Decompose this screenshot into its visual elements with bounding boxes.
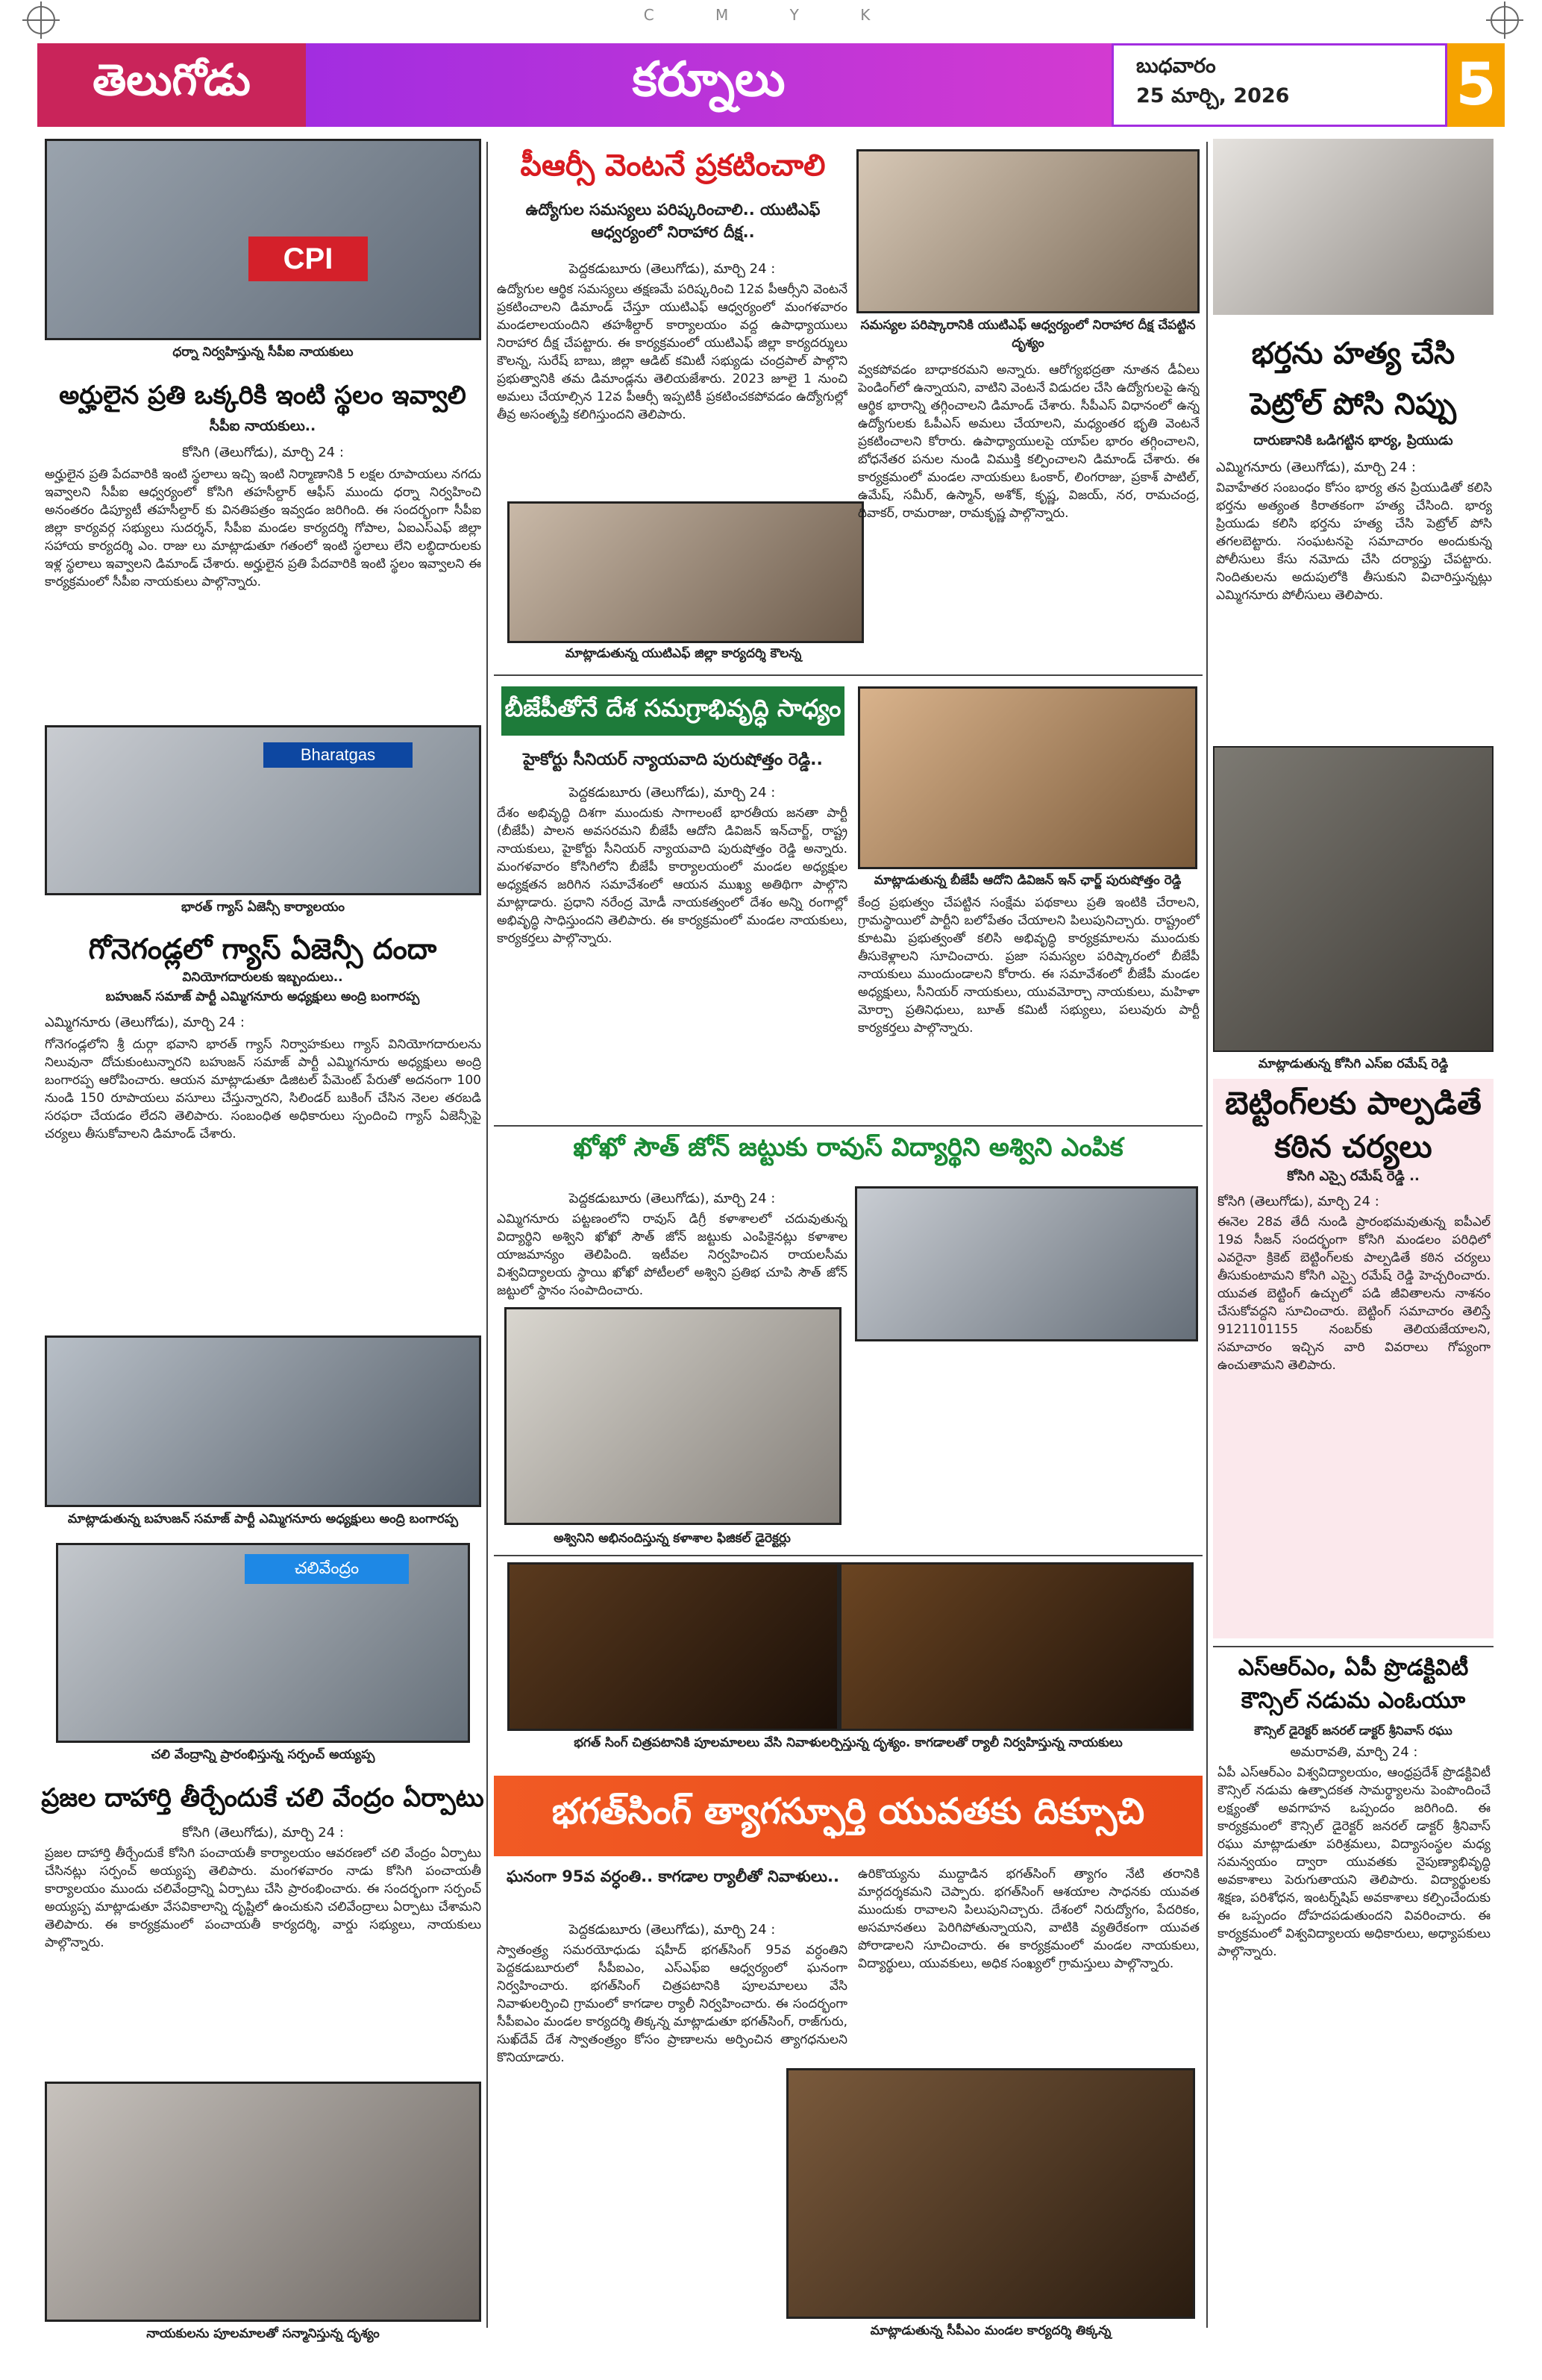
- section-divider: [1213, 1646, 1494, 1647]
- dateline: పెద్దకడుబూరు (తెలుగోడు), మార్చి 24 :: [568, 785, 776, 801]
- photo-caption: మాట్లాడుతున్న సీపీఎం మండల కార్యదర్శి తిక్కన్న: [870, 2323, 1112, 2338]
- registration-mark-icon: [27, 6, 55, 34]
- si-portrait-photo: [1213, 746, 1494, 1052]
- dateline: కోసిగి (తెలుగోడు), మార్చి 24 :: [182, 1825, 344, 1841]
- subheadline: కౌన్సిల్ డైరెక్టర్ జనరల్ డాక్టర్ శ్రీనివాస్ రఘు: [1254, 1723, 1452, 1738]
- utf-leader-photo: [507, 501, 864, 643]
- section-divider: [494, 674, 1203, 676]
- subheadline: బహుజన్ సమాజ్ పార్టీ ఎమ్మిగనూరు అధ్యక్షులు అంద్రి బంగారప్ప: [105, 989, 420, 1004]
- subheadline: వినియోగదారులకు ఇబ్బందులు..: [182, 970, 343, 985]
- article-body: ఏపీ ఎస్ఆర్ఎం విశ్వవిద్యాలయం, ఆంధ్రప్రదేశ్ ప్రొడక్టివిటీ కౌన్సిల్ నడుమ ఉత్పాదకత సామర్థ్యాలను పెంపొందించే లక్ష్యంతో అవగాహన ఒప్పందం జరిగింది. ఈ కార్యక్రమంలో కౌన్సిల్ డైరెక్టర్ జనరల్ డాక్టర్ శ్రీనివాస్ రఘు మాట్లాడుతూ పరిశ్రమలు, విద్యాసంస్థల మధ్య సమన్వయం ద్వారా యువతకు నైపుణ్యాభివృద్ధి అవకాశాలు పెరుగుతాయని తెలిపారు. విద్యార్థులకు శిక్షణ, పరిశోధన, ఇంటర్న్‌షిప్ అవకాశాలు కల్పించేందుకు ఈ ఒప్పందం దోహదపడుతుందని వివరించారు. ఈ కార్యక్రమంలో విశ్వవిద్యాలయ అధికారులు, అధ్యాపకులు పాల్గొన్నారు.: [1217, 1765, 1491, 1959]
- dateline: కోసిగి (తెలుగోడు), మార్చి 24 :: [182, 445, 344, 460]
- cpi-dharna-photo: CPI: [45, 139, 481, 340]
- torch-rally-photo: [507, 1562, 839, 1731]
- photo-caption: మాట్లాడుతున్న కోసిగి ఎస్ఐ రమేష్ రెడ్డి: [1258, 1056, 1449, 1071]
- photo-caption: మాట్లాడుతున్న బహుజన్ సమాజ్ పార్టీ ఎమ్మిగనూరు అధ్యక్షులు అంద్రి బంగారప్ప: [67, 1512, 459, 1526]
- photo-caption: చలి వేంద్రాన్ని ప్రారంభిస్తున్న సర్పంచ్ అయ్యప్ప: [151, 1747, 375, 1762]
- victim-family-photo: [1213, 139, 1494, 315]
- article-body: ఈనెల 28వ తేదీ నుండి ప్రారంభమవుతున్న ఐపీఎల్ 19వ సీజన్ సందర్భంగా కోసిగి మండలం పరిధిలో ఎవరైనా క్రికెట్ బెట్టింగ్‌లకు పాల్పడితే కఠిన చర్యలు తీసుకుంటామని కోసిగి ఎస్సై రమేష్ రెడ్డి హెచ్చరించారు. యువత బెట్టింగ్ ఉచ్చులో పడి జీవితాలను నాశనం చేసుకోవద్దని సూచించారు. బెట్టింగ్ సమాచారం తెలిస్తే 9121101155 నంబర్‌కు తెలియజేయాలని, సమాచారం ఇచ్చిన వారి వివరాలు గోప్యంగా ఉంచుతామని తెలిపారు.: [1217, 1215, 1491, 1373]
- dateline: అమరావతి, మార్చి 24 :: [1290, 1744, 1418, 1760]
- cpim-secretary-photo: [786, 2068, 1195, 2319]
- subheadline: హైకోర్టు సీనియర్ న్యాయవాది పురుషోత్తం రెడ్డి..: [523, 751, 823, 769]
- photo-caption: భారత్ గ్యాస్ ఏజెన్సీ కార్యాలయం: [181, 900, 345, 915]
- dateline: పెద్దకడుబూరు (తెలుగోడు), మార్చి 24 :: [568, 1922, 776, 1938]
- banner-text: చలివేంద్రం: [245, 1554, 409, 1584]
- dateline-box: [1112, 43, 1447, 127]
- dateline: ఎమ్మిగనూరు (తెలుగోడు), మార్చి 24 :: [1216, 460, 1416, 475]
- headline-banner: భగత్‌సింగ్ త్యాగస్ఫూర్తి యువతకు దిక్సూచి: [494, 1776, 1203, 1856]
- article-body: స్వాతంత్ర్య సమరయోధుడు షహీద్ భగత్‌సింగ్ 95వ వర్ధంతిని పెద్దకడుబూరులో సీపీఐఎం, ఎస్ఎఫ్ఐ ఆధ్వర్యంలో ఘనంగా నిర్వహించారు. భగత్‌సింగ్ చిత్రపటానికి పూలమాలలు వేసి నివాళులర్పించి గ్రామంలో కాగడాల ర్యాలీ నిర్వహించారు. ఈ సందర్భంగా సీపీఐఎం మండల కార్యదర్శి తిక్కన్న మాట్లాడుతూ భగత్‌సింగ్, రాజ్‌గురు, సుఖ్‌దేవ్ దేశ స్వాతంత్ర్యం కోసం ప్రాణాలను అర్పించిన త్యాగధనులని కొనియాడారు.: [497, 1943, 847, 2065]
- utf-hunger-strike-photo: [856, 149, 1200, 313]
- section-divider: [494, 1125, 1203, 1127]
- article-body: గోనెగండ్లలోని శ్రీ దుర్గా భవాని భారత్ గ్యాస్ నిర్వాహకులు గ్యాస్ వినియోగదారులను నిలువునా దోచుకుంటున్నారని బహుజన్ సమాజ్ పార్టీ ఎమ్మిగనూరు అధ్యక్షులు అంద్రి బంగారప్ప ఆరోపించారు. ఆయన మాట్లాడుతూ డిజిటల్ పేమెంట్ పేరుతో అదనంగా 100 నుండి 150 రూపాయలు వసూలు చేస్తున్నారని, సిలిండర్ బుకింగ్ చేసిన నెలల తరబడి సరఫరా చేయడం లేదని తెలిపారు. సంబంధిత అధికారులు స్పందించి గ్యాస్ ఏజెన్సీపై చర్యలు తీసుకోవాలని డిమాండ్ చేశారు.: [45, 1037, 481, 1142]
- headline: ప్రజల దాహార్తి తీర్చేందుకే చలి వేంద్రం ఏర్పాటు: [41, 1783, 484, 1813]
- dateline: కోసిగి (తెలుగోడు), మార్చి 24 :: [1217, 1194, 1379, 1209]
- article-body: కేంద్ర ప్రభుత్వం చేపట్టిన సంక్షేమ పథకాలు ప్రతి ఇంటికి చేరాలని, గ్రామస్థాయిలో పార్టీని బలోపేతం చేయాలని పిలుపునిచ్చారు. రాష్ట్రంలో కూటమి ప్రభుత్వంతో కలిసి అభివృద్ధి కార్యక్రమాలను ముందుకు తీసుకెళ్లాలని సూచించారు. ప్రజా సమస్యల పరిష్కారంలో బీజేపీ నాయకులు ముందుండాలని కోరారు. ఈ సమావేశంలో బీజేపీ మండల అధ్యక్షులు, సీనియర్ నాయకులు, యువమోర్చా నాయకులు, మహిళా మోర్చా ప్రతినిధులు, బూత్ కమిటీ సభ్యులు, పలువురు పార్టీ కార్యకర్తలు పాల్గొన్నారు.: [858, 895, 1200, 1036]
- dateline: ఎమ్మిగనూరు (తెలుగోడు), మార్చి 24 :: [45, 1015, 245, 1030]
- dateline: పెద్దకడుబూరు (తెలుగోడు), మార్చి 24 :: [568, 261, 776, 277]
- column-rule: [1206, 142, 1208, 2328]
- column-rule: [486, 142, 488, 2328]
- felicitation-photo: [45, 2082, 481, 2322]
- bhagat-singh-tribute-photo: [839, 1562, 1194, 1731]
- subheadline: దారుణానికి ఒడిగట్టిన భార్య, ప్రియుడు: [1253, 433, 1453, 448]
- headline: బెట్టింగ్‌లకు పాల్పడితే కఠిన చర్యలు: [1225, 1085, 1482, 1165]
- photo-caption: సమస్యల పరిష్కారానికి యుటిఎఫ్ ఆధ్వర్యంలో నిరాహార దీక్ష చేపట్టిన దృశ్యం: [860, 318, 1196, 351]
- article-body: వ్వకపోవడం బాధాకరమని అన్నారు. ఆరోగ్యభద్రతా నూతన డీఏలు పెండింగ్‌లో ఉన్నాయని, వాటిని వెంటనే విడుదల చేసి ఉద్యోగులపై ఉన్న ఆర్థిక భారాన్ని తగ్గించాలని డిమాండ్ చేశారు. సీపీఎస్ విధానంలో ఉన్న ఉద్యోగులకు ఓపీఎస్ అమలు చేయాలని, మధ్యంతర భృతి వెంటనే ప్రకటించాలని కోరారు. ఉపాధ్యాయులపై యాప్‌ల భారం తగ్గించాలని, బోధనేతర పనుల నుండి విముక్తి కల్పించాలని డిమాండ్ చేశారు. ఈ కార్యక్రమంలో మండల నాయకులు ఓంకార్, లింగరాజు, ప్రకాశ్ పాటిల్, ఉమేష్, సమీర్, ఉస్మాన్, అశోక్, కృష్ణ, విజయ్, నర, రామచంద్ర, దివాకర్, రామరాజు, రామకృష్ణ పాల్గొన్నారు.: [858, 363, 1200, 521]
- weekday: బుధవారం: [1136, 54, 1216, 78]
- photo-caption: నాయకులను పూలమాలతో సన్మానిస్తున్న దృశ్యం: [146, 2326, 380, 2341]
- subheadline: ఉద్యోగుల సమస్యలు పరిష్కరించాలి.. యుటిఎఫ్ ఆధ్వర్యంలో నిరాహార దీక్ష..: [525, 201, 821, 241]
- gas-agency-photo: Bharatgas: [45, 725, 481, 895]
- article-body: ఎమ్మిగనూరు పట్టణంలోని రావుస్ డిగ్రీ కళాశాలలో చదువుతున్న విద్యార్థిని అశ్విని ఖోఖో సౌత్ జోన్ జట్టుకు ఎంపికైనట్లు కళాశాల యాజమాన్యం తెలిపింది. ఇటీవల నిర్వహించిన రాయలసీమ విశ్వవిద్యాలయ స్థాయి ఖోఖో పోటీలలో అశ్విని ప్రతిభ చూపి సౌత్ జోన్ జట్టులో స్థానం సంపాదించారు.: [497, 1212, 847, 1298]
- headline: ఖోఖో సౌత్ జోన్ జట్టుకు రావుస్ విద్యార్థిని అశ్విని ఎంపిక: [573, 1133, 1123, 1162]
- headline: గోనెగండ్లలో గ్యాస్ ఏజెన్సీ దందా: [88, 933, 437, 965]
- subheadline: కోసిగి ఎస్సై రమేష్ రెడ్డి ..: [1287, 1168, 1420, 1184]
- dateline: పెద్దకడుబూరు (తెలుగోడు), మార్చి 24 :: [568, 1191, 776, 1206]
- photo-caption: భగత్ సింగ్ చిత్రపటానికి పూలమాలలు వేసి నివాళులర్పిస్తున్న దృశ్యం. కాగడాలతో ర్యాలీ నిర్వహిస్తున్న నాయకులు: [574, 1735, 1123, 1750]
- headline: ఎస్ఆర్ఎం, ఏపీ ప్రొడక్టివిటీ కౌన్సిల్ నడుమ ఎంఓయూ: [1238, 1655, 1469, 1714]
- kho-kho-student-photo: [504, 1307, 841, 1525]
- article-body: అర్హులైన ప్రతి పేదవారికి ఇంటి స్థలాలు ఇచ్చి ఇంటి నిర్మాణానికి 5 లక్షల రూపాయలు నగదు ఇవ్వాలని సీపీఐ ఆధ్వర్యంలో కోసిగి తహసీల్దార్ ఆఫీస్ ముందు ధర్నా నిర్వహించి అనంతరం డిప్యూటీ తహసీల్దార్ కు వినతిపత్రం ఇవ్వడం జరిగింది. ఈ సందర్భంగా సీపీఐ జిల్లా కార్యవర్గ సభ్యులు సుదర్శన్, సీపీఐ మండల కార్యదర్శి గోపాల, ఏఐఎస్ఎఫ్ జిల్లా సహాయ కార్యదర్శి ఎం. రాజు లు మాట్లాడుతూ గతంలో ఇంటి స్థలాలు లేని లబ్ధిదారులకు ఇళ్ల స్థలాలు ఇవ్వాలని డిమాండ్ చేశారు. అర్హులైన ప్రతి పేదవారికి ఇంటి స్థలం ఇవ్వాలని ఈ కార్యక్రమంలో సీపీఐ నాయకులు పాల్గొన్నారు.: [45, 467, 481, 589]
- issue-date: 25 మార్చి, 2026: [1136, 84, 1290, 107]
- district-title: కర్నూలు: [306, 43, 1112, 127]
- subheadline: సీపీఐ నాయకులు..: [209, 418, 316, 434]
- article-body: వివాహేతర సంబంధం కోసం భార్య తన ప్రియుడితో కలిసి భర్తను అత్యంత కిరాతకంగా హత్య చేసింది. భార్య ప్రియుడు కలిసి భర్తను హత్య చేసి పెట్రోల్ పోసి తగలబెట్టారు. సంఘటనపై సమాచారం అందుకున్న పోలీసులు కేసు నమోదు చేసి దర్యాప్తు చేపట్టారు. నిందితులను అదుపులోకి తీసుకుని విచారిస్తున్నట్లు ఎమ్మిగనూరు పోలీసులు తెలిపారు.: [1216, 480, 1492, 603]
- headline-banner: బీజేపీతోనే దేశ సమగ్రాభివృద్ధి సాధ్యం: [501, 686, 844, 736]
- article-body: ఉరికొయ్యను ముద్దాడిన భగత్‌సింగ్ త్యాగం నేటి తరానికి మార్గదర్శకమని చెప్పారు. భగత్‌సింగ్ ఆశయాల సాధనకు యువత ముందుకు రావాలని పిలుపునిచ్చారు. దేశంలో నిరుద్యోగం, పేదరికం, అసమానతలు పెరిగిపోతున్నాయని, వాటికి వ్యతిరేకంగా యువత పోరాడాలని సూచించారు. ఈ కార్యక్రమంలో మండల నాయకులు, విద్యార్థులు, యువకులు, అధిక సంఖ్యలో గ్రామస్తులు పాల్గొన్నారు.: [858, 1867, 1200, 1971]
- article-body: ప్రజల దాహార్తి తీర్చేందుకే కోసిగి పంచాయతీ కార్యాలయం ఆవరణలో చలి వేంద్రం ఏర్పాటు చేసినట్లు సర్పంచ్ అయ్యప్ప తెలిపారు. మంగళవారం నాడు కోసిగి పంచాయతీ కార్యాలయం ముందు చలివేంద్రాన్ని ఏర్పాటు చేసి ప్రారంభించారు. ఈ సందర్భంగా సర్పంచ్ అయ్యప్ప మాట్లాడుతూ వేసవికాలాన్ని దృష్టిలో ఉంచుకుని చలివేంద్రాలు ఏర్పాటు చేశామని తెలిపారు. ఈ కార్యక్రమంలో పంచాయతీ కార్యదర్శి, వార్డు సభ్యులు, నాయకులు పాల్గొన్నారు.: [45, 1846, 481, 1950]
- article-body: దేశం అభివృద్ధి దిశగా ముందుకు సాగాలంటే భారతీయ జనతా పార్టీ (బీజేపీ) పాలన అవసరమని బీజేపీ ఆదోని డివిజన్ ఇన్‌చార్జ్, రాష్ట్ర నాయకులు, హైకోర్టు సీనియర్ న్యాయవాది పురుషోత్తం రెడ్డి అన్నారు. మంగళవారం కోసిగిలోని బీజేపీ కార్యాలయంలో మండల అధ్యక్షుల అధ్యక్షతన జరిగిన సమావేశంలో ఆయన ముఖ్య అతిథిగా పాల్గొని మాట్లాడారు. ప్రధాని నరేంద్ర మోడీ నాయకత్వంలో దేశం అన్ని రంగాల్లో అభివృద్ధి సాధిస్తుందని తెలిపారు. ఈ కార్యక్రమంలో మండల నాయకులు, కార్యకర్తలు పాల్గొన్నారు.: [497, 806, 847, 946]
- bsp-leader-photo: [45, 1335, 481, 1507]
- headline: భర్తను హత్య చేసి పెట్రోల్ పోసి నిప్పు: [1250, 336, 1457, 422]
- photo-caption: అశ్వినిని అభినందిస్తున్న కళాశాల ఫిజికల్ డైరెక్టర్లు: [554, 1531, 791, 1546]
- chalivendram-opening-photo: [56, 1543, 470, 1743]
- headline: పీఆర్సీ వెంటనే ప్రకటించాలి: [520, 148, 826, 183]
- bjp-meeting-photo: [858, 686, 1197, 869]
- photo-caption: మాట్లాడుతున్న యుటిఎఫ్ జిల్లా కార్యదర్శి కౌలన్న: [565, 646, 802, 661]
- registration-mark-icon: [1491, 6, 1519, 34]
- photo-caption: మాట్లాడుతున్న బీజేపీ ఆదోని డివిజన్ ఇన్ ఛార్జ్ పురుషోత్తం రెడ్డి: [874, 873, 1182, 888]
- kho-kho-felicitation-photo: [855, 1186, 1198, 1341]
- paper-name: తెలుగోడు: [37, 43, 306, 127]
- photo-caption: ధర్నా నిర్వహిస్తున్న సీపీఐ నాయకులు: [172, 345, 354, 360]
- subheadline: ఘనంగా 95వ వర్ధంతి.. కాగడాల ర్యాలీతో నివాళులు..: [506, 1867, 839, 1885]
- page-number: 5: [1447, 43, 1505, 127]
- cmyk-color-marks: C M Y K: [643, 6, 899, 24]
- headline: అర్హులైన ప్రతి ఒక్కరికి ఇంటి స్థలం ఇవ్వాలి: [59, 381, 466, 410]
- section-divider: [494, 1555, 1203, 1556]
- article-body: ఉద్యోగుల ఆర్థిక సమస్యలు తక్షణమే పరిష్కరించి 12వ పీఆర్సీని వెంటనే ప్రకటించాలని డిమాండ్ చేస్తూ యుటిఎఫ్ ఆధ్వర్యంలో మంగళవారం మండలాలయందిని తహశీల్దార్ కార్యాలయం వద్ద ఉపాధ్యాయులు నిరాహార దీక్ష చేపట్టారు. ఈ కార్యక్రమంలో యుటిఎఫ్ జిల్లా కార్యదర్శులు కౌలన్న, సురేష్ బాబు, జిల్లా ఆడిట్ కమిటీ సభ్యుడు చంద్రపాల్ పాల్గొని ప్రభుత్వానికి తమ డిమాండ్లను తెలియజేశారు. 2023 జూలై 1 నుంచి అమలు చేయాల్సిన 12వ పీఆర్సీ ఇప్పటికీ ప్రకటించకపోవడం ఉద్యోగుల్లో తీవ్ర అసంతృప్తి కలిగిస్తుందని తెలిపారు.: [497, 282, 847, 422]
